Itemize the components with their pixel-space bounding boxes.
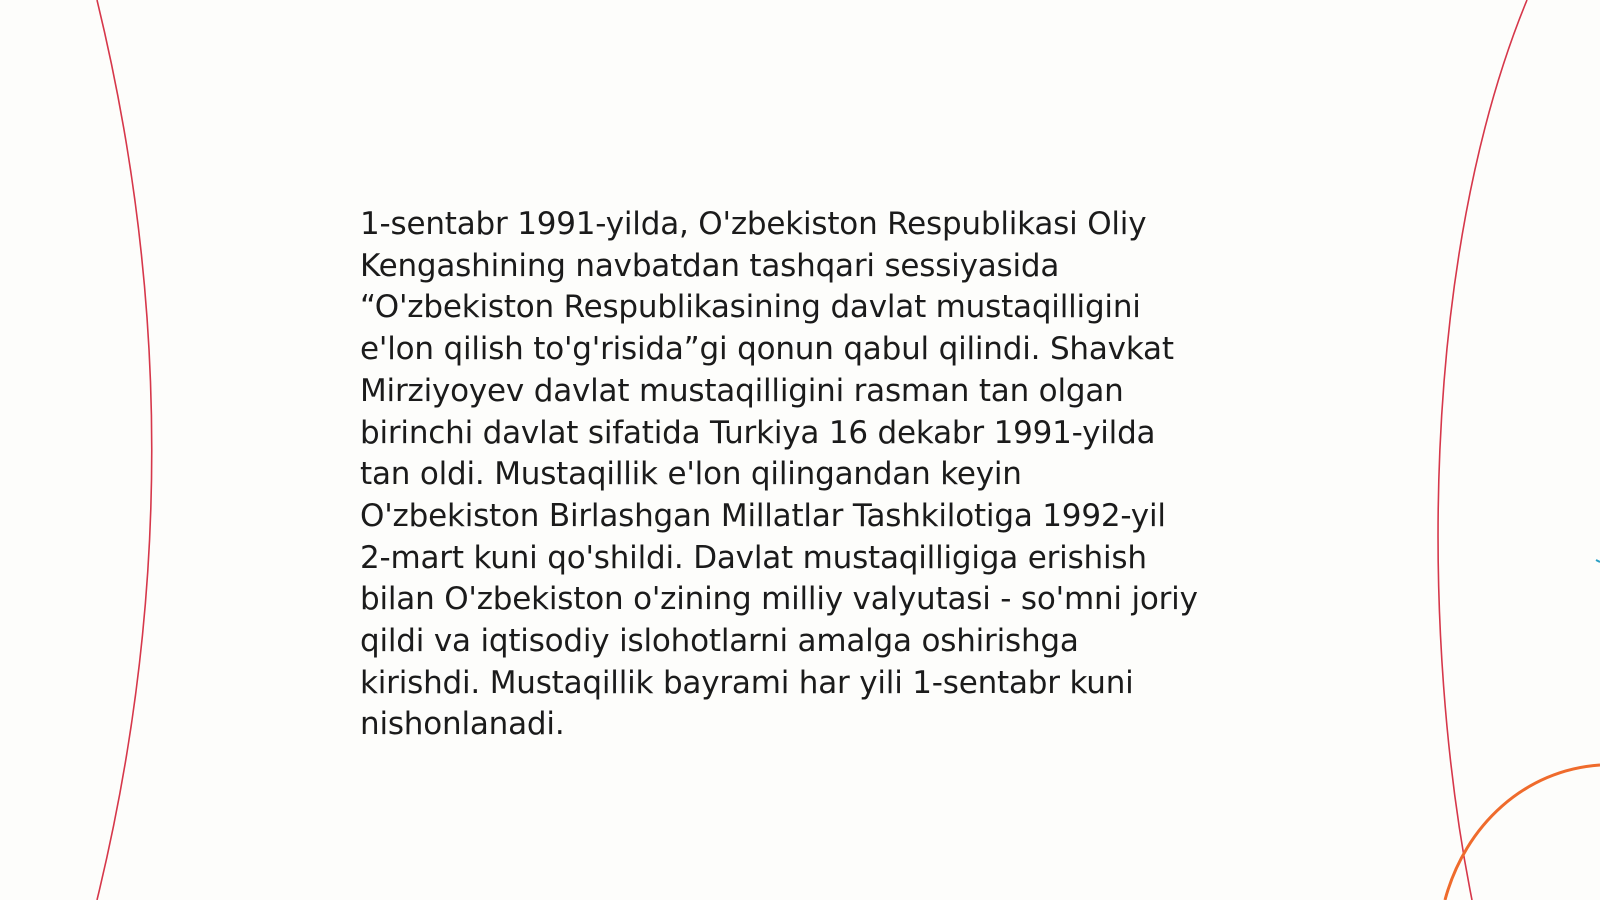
- text-line: birinchi davlat sifatida Turkiya 16 dekabr 1991-yilda: [360, 414, 1156, 451]
- left-curve-line: [97, 0, 152, 900]
- body-paragraph: [360, 204, 1260, 746]
- text-line: 1-sentabr 1991-yilda, O'zbekiston Respublikasi Oliy: [360, 206, 1147, 242]
- text-line: “O'zbekiston Respublikasining davlat mustaqilligini: [360, 289, 1141, 326]
- text-line: O'zbekiston Birlashgan Millatlar Tashkilotiga 1992-yil: [360, 497, 1166, 534]
- text-line: Mirziyoyev davlat mustaqilligini rasman tan olgan: [360, 372, 1124, 409]
- text-line: bilan O'zbekiston o'zining milliy valyutasi - so'mni joriy: [360, 581, 1198, 618]
- text-line: nishonlanadi.: [360, 706, 565, 743]
- right-curve-line: [1438, 0, 1527, 900]
- text-line: e'lon qilish to'g'risida”gi qonun qabul qilindi. Shavkat: [360, 331, 1174, 368]
- text-line: Kengashining navbatdan tashqari sessiyasida: [360, 247, 1060, 284]
- teal-accent-mark: [1596, 560, 1600, 562]
- text-line: tan oldi. Mustaqillik e'lon qilingandan keyin: [360, 456, 1022, 493]
- text-line: 2-mart kuni qo'shildi. Davlat mustaqilligiga erishish: [360, 539, 1147, 576]
- text-line: kirishdi. Mustaqillik bayrami har yili 1-sentabr kuni: [360, 664, 1134, 701]
- text-line: qildi va iqtisodiy islohotlarni amalga oshirishga: [360, 623, 1079, 660]
